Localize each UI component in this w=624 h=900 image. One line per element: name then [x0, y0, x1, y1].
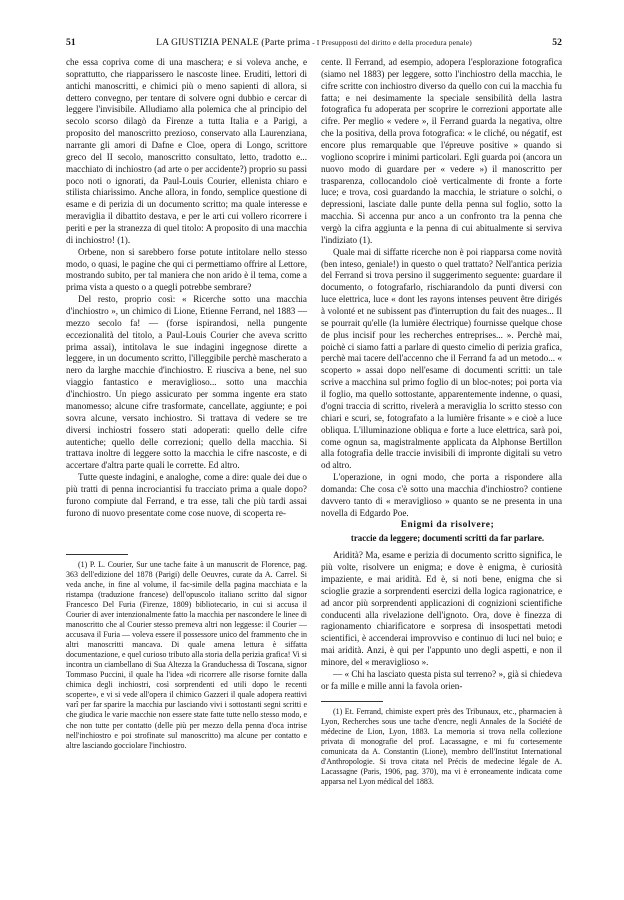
left-footnote-text: (1) P. L. Courier, Sur une tache faite à un manuscrit de Florence, pag. 363 dell'edizione del 1878 (Parigi) delle Oeuvres, curate da A. Carrel. Si veda anche, in fine al volume, il fac-simile della pagina macchiata e la ristampa (traduzione francese) dell'opuscolo italiano scritto dal signor Francesco Del Furia (Firenze, 1809) bibliotecario, in cui si accusa il Courier di aver intenzionalmente fatto la macchia per nascondere le linee di manoscritto che al Courier stesso premeva altri non leggesse: il Courier — accusava il Furia — voleva essere il possessore unico del frammento che in altri manoscritti mancava. Di quale amena lettura è siffatta documentazione, e quel curioso tributo alla storia della perizia grafica! Vi si incontra un ciambellano di Sua Altezza la Granduchessa di Toscana, signor Tommaso Puccini, il quale ha l'idea «di ricorrere alle risorse fornite dalla chimica degli inchiostri, così sorprendenti ed utili dopo le recenti scoperte», e vi si vede all'opera il chimico Gazzeri il quale adopera reattivi varî per far sparire la macchia pur lasciando vivi i sottostanti segni scritti e che giudica le varie macchie non essere state fatte tutte nello stesso modo, e che non tutte per contatto (delle più per mezzo della penna d'oca intrise nell'inchiostro e poi strofinate sul manoscritto) ma alcune per contatto e altre lasciando gocciolare l'inchiostro.	[66, 559, 307, 750]
left-page-number: 51	[66, 37, 76, 48]
right-paragraph-4: Aridità? Ma, esame e perizia di documento scritto significa, le più volte, risolvere un enigma; e dove è enigma, è curiosità impaziente, e mai aridità. Ed è, si noti bene, enigma che si scioglie grazie a sorprendenti esercizi della logica ragionatrice, e ad ancor più sorprendenti applicazioni di cognizioni scientifiche conducenti alla rivelazione dell'ignoto. Ora, dove è finezza di ragionamento chiarificatore e sorpresa di insospettati metodi scientifici, è accenderai improvviso e continuo di luci nel buio; e mai aridità. Anzi, è qui per l'appunto uno degli aspetti, e non il minore, del « meraviglioso ».	[321, 550, 562, 667]
right-paragraph-1: cente. Il Ferrand, ad esempio, adopera l'esplorazione fotografica (siamo nel 1883) per leggere, sotto l'inchiostro della macchia, le cifre scritte con inchiostro diverso da quello con cui la macchia fu fatta; e nei desimamente la speciale sensibilità della lastra fotografica fu adoperata per scoprire le correzioni apportate alle cifre. Per meglio « vedere », il Ferrand guarda la negativa, oltre che la positiva, della prova fotografica: « le cliché, ou négatif, est encore plus remarquable que l'épreuve positive » quando si vogliono scoprire i minimi particolari. Egli guarda poi (ancora un nuovo modo di guardare per « vedere ») il manoscritto per trasparenza, collocandolo cioè verticalmente di fronte a forte luce; e trova, così guardando la macchia, le striature o solchi, o depressioni, lasciate dalle punte della penna sul foglio, sotto la macchia. Si accenna pur anco a un confronto tra la penna che vergò la cifra aggiunta e la penna di cui abitualmente si serviva l'indiziato (1).	[321, 57, 562, 245]
left-paragraph-2: Orbene, non si sarebbero forse potute intitolare nello stesso modo, o quasi, le pagine che qui ci permettiamo offrire al Lettore, mostrando subito, per tal maniera che non arido è il tema, come a prima vista a questo o a quegli potrebbe sembrare?	[66, 246, 307, 293]
running-title-rest: - I Presupposti del diritto e della procedura penale)	[310, 38, 472, 47]
right-footnote	[321, 707, 562, 788]
right-paragraph-2: Quale mai di siffatte ricerche non è poi riapparsa come novità (ben inteso, geniale!) in questo o quel trattato? Nell'antica perizia del Ferrand si trova persino il suggerimento seguente: guardare il documento, o fotografarlo, rischiarandolo da punti diversi con luce elettrica, luce « dont les rayons intenses peuvent être dirigés à volonté et ne subissent pas d'interruption du fait des nuages... Il se pourrait qu'elle (la lumière électrique) fournisse quelque chose de plus incisif pour les recherches entreprises... ». Perchè mai, poichè ci siamo fatti a parlare di questo cimelio di perizia grafica, perchè mai tacere dell'accenno che il Ferrand fa ad un metodo... « scoperto » assai dopo nell'esame di documenti scritti: un tale scrive a macchina sul primo foglio di un bloc-notes; poi porta via il foglio, ma quello sottostante, apparentemente indenne, o quasi, d'ogni traccia di scritto, rivelerà a meraviglia lo scritto stesso con chiari e scuri, se, fotografato a la lumière frisante » e cioè a luce obliqua. L'illuminazione obliqua e forte a luce elettrica, sarà poi, come ognun sa, magistralmente applicata da Alphonse Bertillon alla fotografia delle traccie invisibili di impronte digitali su vetro od altro.	[321, 246, 562, 471]
right-page-number: 52	[552, 37, 562, 48]
left-column	[66, 57, 307, 751]
footnote-divider	[321, 701, 383, 702]
left-paragraph-3: Del resto, proprio così: « Ricerche sotto una macchia d'inchiostro », un chimico di Lione, Etienne Ferrand, nel 1883 — mezzo secolo fa! — (forse ispirandosi, nella pungente eccezionalità del titolo, a Paul-Louis Courier che aveva scritto prima assai), intitolava le sue indagini ingegnose dirette a leggere, in un documento scritto, l'illeggibile perchè mascherato a nero da larghe macchie d'inchiostro. E riusciva a bene, nel suo viaggio fantastico e meraviglioso... sotto una macchia d'inchiostro. Un piego assicurato per somma ingente era stato manomesso; alcune cifre trasformate, cancellate, aggiunte; e poi sovra alcune, versato inchiostro. Si trattava di vedere se tre diversi inchiostri fossero stati adoperati: quello delle cifre autentiche; quello delle correzioni; quello della macchia. Si trattava inoltre di leggere sotto la macchia le cifre nascoste, e di accertare d'altra parte quali le corrette. Ed altro.	[66, 294, 307, 471]
left-footnote	[66, 560, 307, 751]
right-paragraph-3: L'operazione, in ogni modo, che porta a rispondere alla domanda: Che cosa c'è sotto una macchia d'inchiostro? contiene davvero tanto di « meraviglioso » quanto se ne presenta in una novella di Edgardo Poe.	[321, 472, 562, 518]
section-heading: Enigmi da risolvere;	[400, 519, 495, 530]
page-header	[66, 36, 562, 50]
left-paragraph-1: che essa copriva come di una maschera; e si voleva anche, e soprattutto, che riapparissero le nascoste linee. Eruditi, lettori di antichi manoscritti, e chimici più o meno sapienti di allora, si dettero convegno, per tentare di solvere ogni dubbio e cercar di leggere l'invisibile. Alludiamo alla polemica che al principio del secolo scorso dilagò da Firenze a tutta Italia e a Parigi, a proposito del manoscritto prezioso, conservato alla Laurenziana, narrante gli amori di Dafne e Cloe, opera di Longo, scrittore greco del II secolo, manoscritto consultato, letto, tradotto e... macchiato di inchiostro (ad arte o per accidente?) proprio su passi poco noti o ignorati, da Paul-Louis Courier, ellenista chiaro e stilista chiarissimo. Anche allora, in fondo, semplice questione di esame e di perizia di un documento scritto; ma quale interesse e meraviglia il dibattito destava, e per le arti cui vollero ricorrere i periti e per la stranezza di quel titolo: A proposito di una macchia di inchiostro! (1).	[66, 57, 307, 245]
running-title	[96, 36, 532, 50]
right-column	[321, 57, 562, 787]
running-title-main: LA GIUSTIZIA PENALE (Parte prima	[156, 37, 311, 48]
left-paragraph-4: Tutte queste indagini, e analoghe, come a dire: quale dei due o più tratti di penna incrociantisi fu tracciato prima a quale dopo? furono compiute dal Ferrand, e tra esse, tali che più tardi assai furono di nuovo presentate come cose nuove, di scoperta re-	[66, 472, 307, 518]
right-paragraph-5: — « Chi ha lasciato questa pista sul terreno? », già si chiedeva or fa mille e mille anni la favola orien-	[321, 668, 562, 691]
section-subheading: traccie da leggere; documenti scritti da far parlare.	[350, 533, 545, 544]
right-footnote-text: (1) Et. Ferrand, chimiste expert près des Tribunaux, etc., pharmacien à Lyon, Recherches sous une tache d'encre, negli Annales de la Société de médecine de Lion, Lyon, 1883. La memoria si trova nella collezione privata di monografie del prof. Lacassagne, e mi fu cortesemente comunicata da A. Constantin (Lione), membro dell'Institut International d'Anthropologie. Si trova citata nel Précis de medecine légale de A. Lacassagne (Paris, 1906, pag. 370), ma vi è erroneamente indicata come apparsa nel Lyon médical del 1883.	[321, 706, 562, 786]
footnote-divider	[66, 554, 128, 555]
